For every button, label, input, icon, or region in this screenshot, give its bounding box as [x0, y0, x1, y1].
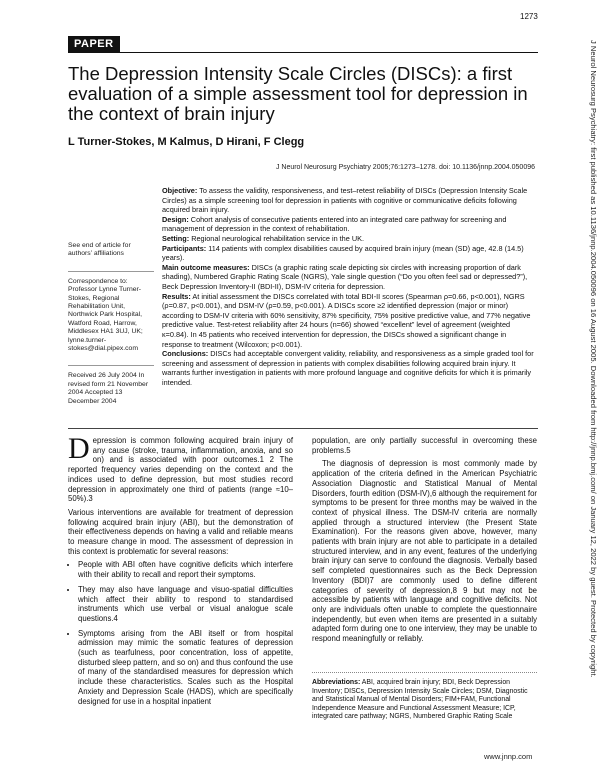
intro-paragraph-1: Depression is common following acquired brain injury of any cause (stroke, trauma, inflammation, anoxia, and so on) and is associated with poor outcomes.1 2 The reported frequency varies depending on the context and the indices used to define depression, but most studies record depression in approximately one third of patients (range ≈10–50%).3 [68, 432, 293, 504]
journal-citation: J Neurol Neurosurg Psychiatry 2005;76:1273–1278. doi: 10.1136/jnnp.2004.050096 [275, 164, 535, 171]
list-item: • People with ABI often have cognitive deficits which interfere with their ability to recall and report their symptoms. [78, 560, 293, 579]
body-column-left [68, 432, 293, 711]
affiliations-note: See end of article for authors’ affiliations [68, 242, 131, 258]
author-list: L Turner-Stokes, M Kalmus, D Hirani, F Clegg [68, 136, 305, 148]
abstract-measures: Main outcome measures: DISCs (a graphic rating scale depicting six circles with increasing proportion of dark shading), Numbered Graphic Rating Scale (NGRS), Yale single question (“Do you often feel sad or depressed?”), Beck Depression Inventory-II (BDI-II), DSM-IV criteria for depression. [162, 262, 528, 291]
article-title: The Depression Intensity Scale Circles (DISCs): a first evaluation of a simple assessment tool for depression in the context of brain injury [68, 63, 528, 124]
dropcap: D [68, 432, 90, 465]
list-item: • Symptoms arising from the ABI itself or from hospital admission may mimic the somatic features of depression (such as tearfulness, poor concentration, loss of appetite, disturbed sleep pattern, and so on) and thus confound the use of many of the standardised measures for depression which include these characteristics. Scales such as the Hospital Anxiety and Depression Scale (HADS), which are specifically designed for use in a hospital inpatient [78, 629, 293, 707]
intro-paragraph-2: Various interventions are available for treatment of depression following acquired brain injury (ABI), but the demonstration of their effectiveness depends on having a valid and reliable means to measure change in mood. The assessment of depression in this context is problematic for several reasons: [68, 507, 293, 556]
header-rule [68, 52, 538, 53]
page-number: 1273 [520, 12, 538, 21]
abstract-conclusions: Conclusions: DISCs had acceptable convergent validity, reliability, and responsiveness as a simple graded tool for screening and assessment of depression in patients with complex disabilities following acquired brain injury. It warrants further investigation in patients with more profound language and cognitive deficits for which it is primarily intended. [162, 349, 534, 387]
abstract-objective: Objective: To assess the validity, responsiveness, and test–retest reliability of DISCs (Depression Intensity Scale Circles) as a simple screening tool for depression in patients with cognitive or communicative deficits following acquired brain injury. [162, 186, 528, 215]
correspondence-note: Correspondence to: Professor Lynne Turner-Stokes, Regional Rehabilitation Unit, Northwick Park Hospital, Watford Road, Harrow, Middlesex HA1 3UJ, UK; lynne.turner-stokes@dial.pipex.com [68, 277, 143, 353]
abstract [162, 186, 535, 387]
abstract-body-divider [68, 428, 538, 429]
abstract-setting: Setting: Regional neurological rehabilitation service in the UK. [162, 233, 364, 243]
abstract-results: Results: At initial assessment the DISCs correlated with total BDI-II scores (Spearman ρ=0.66, p<0.001), NGRS (ρ=0.87, p<0.001), and DSM-IV (ρ=0.59, p<0.001). A DISCs score ≥2 identified depression (major or minor) according to DSM-IV criteria with 60% sensitivity, 87% specificity, 75% positive predictive value, and 77% negative predictive value. Test-retest reliability after 24 hours (n=66) showed “excellent” level of agreement (weighted κ=0.84). In 45 patients who received intervention for depression, the DISCs showed a significant change in response to treatment (Wilcoxon; p<0.001). [162, 291, 531, 349]
body-paragraph-2: The diagnosis of depression is most commonly made by application of the criteria defined in the American Psychiatric Association Diagnostic and Statistical Manual of Mental Disorders, fourth edition (DSM-IV),6 although the requirement for symptoms to be present for three months may be waived in the context of physical illness. The DSM-IV criteria are normally applied through a structured interview (the Present State Examination). For the reasons given above, however, many patients with brain injury are not able to participate in a detailed structured interview, and in any event, features of the underlying brain injury can serve to confound the diagnosis. Verbally based self completed questionnaires such as the Beck Depression Inventory (BDI)7 are commonly used to define different categories of severity of depression,8 9 but may not be accessible by patients with language and cognitive deficits. Not only are individuals often unable to complete the questionnaire independently, but even when items are presented in a suitably adapted form during one to one interview, they may be unable to respond meaningfully or reliably. [312, 459, 537, 644]
paper-badge: PAPER [68, 36, 120, 52]
journal-website[interactable]: www.jnnp.com [484, 752, 533, 761]
abbreviations-text: ABI, acquired brain injury; BDI, Beck Depression Inventory; DISCs, Depression Intensity Scale Circles; DSM, Diagnostic and Statistical Manual of Mental Disorders; FIM+FAM, Functional Independence Measure and Functional Assessment Measure; ICP, integrated care pathway; NGRS, Numbered Graphic Rating Scale [312, 679, 528, 721]
notes-divider [68, 271, 154, 272]
abstract-participants: Participants: 114 patients with complex disabilities caused by acquired brain injury (mean (SD) age, 42.8 (14.5) years). [162, 243, 524, 263]
reasons-list [68, 560, 293, 706]
body-column-right [312, 436, 537, 648]
notes-divider [68, 365, 154, 366]
article-notes [68, 242, 154, 418]
abbreviations-label: Abbreviations: [312, 679, 361, 686]
abstract-design: Design: Cohort analysis of consecutive patients entered into an integrated care pathway for screening and management of depression in the context of rehabilitation. [162, 214, 507, 234]
received-dates: Received 26 July 2004 In revised form 21 November 2004 Accepted 13 December 2004 [68, 372, 149, 405]
list-item: • They may also have language and visuo-spatial difficulties which affect their ability to respond to standardised instruments which use verbal or visual analogue scale questions.4 [78, 585, 293, 624]
download-watermark-note: J Neurol Neurosurg Psychiatry: first published as 10.1136/jnnp.2004.050096 on 16 August 2005. Downloaded from http://jnnp.bmj.com/ on January 12, 2022 by guest. Protected by copyright. [589, 40, 598, 678]
abbreviations-box [312, 672, 537, 722]
body-paragraph-1: population, are only partially successful in overcoming these problems.5 [312, 436, 537, 455]
